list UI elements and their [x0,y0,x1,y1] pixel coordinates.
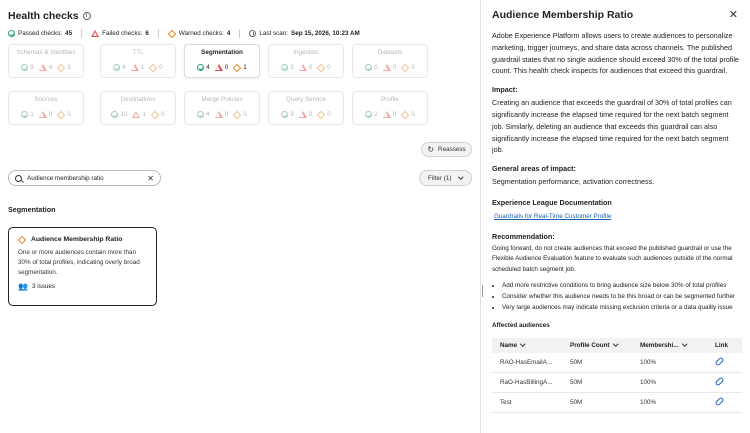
check-circle-icon [21,111,28,118]
tile-label: Ingestion [293,49,319,56]
warning-diamond-icon [401,110,409,118]
issue-count: 3 issues [31,283,56,290]
areas-text: Segmentation performance, activation correctness. [492,177,655,187]
alert-triangle-icon [215,111,223,118]
check-circle-icon [197,64,204,71]
check-circle-icon [197,111,204,118]
column-header-profile-count[interactable]: Profile Count [562,338,632,353]
category-tile[interactable]: Query Service 3 0 0 [268,91,344,125]
card-description: One or more audiences contain more than 30% of total profiles, indicating overly broad segmentation. [18,249,140,276]
column-header-membership[interactable]: Membershi... [632,338,707,353]
check-circle-icon [111,111,118,118]
people-icon: 👥 [18,282,28,291]
refresh-icon: ↻ [427,145,435,154]
category-tile[interactable]: Profile 2 0 0 [352,91,428,125]
affected-heading: Affected audiences [492,322,550,330]
info-icon[interactable]: i [83,12,91,20]
tile-label: Schemas & Identities [16,49,76,56]
warning-diamond-icon [317,110,325,118]
category-tile[interactable]: TTL 4 1 0 [100,44,176,78]
tile-label: TTL [132,49,144,56]
tile-label: Destinations [120,96,156,103]
impact-text: Creating an audience that exceeds the guardrail of 30% of total profiles can significantly increase the elapsed time required for the next batch segment job. Similarly, deleting an audience that exceeds this guardrail can also significantly increase the elapsed time required for the next batch segment job. [492,98,732,155]
alert-triangle-icon [39,64,47,71]
warning-diamond-icon [401,63,409,71]
check-circle-icon [21,64,28,71]
check-circle-icon [365,64,372,71]
alert-triangle-icon [299,64,307,71]
close-icon[interactable]: ✕ [728,9,738,21]
audience-name: Test [492,393,562,413]
alert-triangle-icon [39,111,47,118]
link-cell [707,373,742,393]
link-cell [707,393,742,413]
warning-diamond-icon [18,235,26,243]
category-tile[interactable]: Datasets 5 0 0 [352,44,428,78]
table-row [492,393,742,413]
check-circle-icon [281,64,288,71]
recommendation-text: Going forward, do not create audiences that exceed the published guardrail or use the Flexible Audience Evaluation feature to evaluate such audiences outside of the normal scheduled batch segment job. [492,244,733,273]
warning-diamond-icon [168,29,176,37]
link-icon[interactable] [715,357,725,367]
clock-icon [249,30,256,37]
warning-diamond-icon [151,110,159,118]
chevron-down-icon [613,341,618,346]
search-icon [15,175,22,182]
section-title: Segmentation [8,205,56,214]
check-circle-icon [281,111,288,118]
alert-triangle-icon [215,64,223,71]
recommendation-heading: Recommendation: [492,231,555,241]
category-tile[interactable]: Destinations 10 1 0 [100,91,176,125]
tile-label: Merge Policies [201,96,243,103]
check-circle-icon [8,30,15,37]
alert-triangle-icon [132,111,140,118]
page-title: Health checks i [8,10,91,22]
warning-diamond-icon [317,63,325,71]
column-header-link: Link [707,338,742,353]
alert-triangle-icon [383,64,391,71]
profile-count: 50M [562,393,632,413]
category-tile[interactable]: Sources 1 0 0 [8,91,84,125]
audience-name: RAO-HasEmailA... [492,353,562,373]
clear-icon[interactable]: ✕ [147,173,154,183]
detail-title: Audience Membership Ratio [492,9,634,21]
warning-diamond-icon [233,110,241,118]
table-row [492,353,742,373]
areas-heading: General areas of impact: [492,164,576,174]
tile-label: Profile [381,96,399,103]
check-circle-icon [365,111,372,118]
summary-bar: Passed checks: 45 Failed checks: 6 Warned checks: 4 Last scan: Sep 15, 2026, 10:23 AM [8,29,360,38]
tile-label: Query Service [286,96,326,103]
alert-triangle-icon [383,111,391,118]
profile-count: 50M [562,353,632,373]
category-tile[interactable]: Schemas & Identities 9 4 3 [8,44,84,78]
impact-heading: Impact: [492,85,518,95]
membership-ratio: 100% [632,393,707,413]
warning-diamond-icon [57,110,65,118]
column-header-name[interactable]: Name [492,338,562,353]
check-circle-icon [113,64,120,71]
tile-label: Sources [34,96,58,103]
alert-triangle-icon [91,30,99,37]
recommendation-list [502,280,742,313]
warning-diamond-icon [233,63,241,71]
tile-label: Segmentation [201,49,243,56]
detail-intro: Adobe Experience Platform allows users to create audiences to personalize marketing, trigger journeys, and share data across channels. The published guardrail states that no single audience should exceed 30% of the total profile count. This health check inspects for audiences that exceed this guardrail. [492,31,739,76]
detail-panel [480,0,750,433]
warning-diamond-icon [57,63,65,71]
category-tile[interactable]: Ingestion 3 0 0 [268,44,344,78]
filter-button[interactable]: Filter (1) [419,170,472,186]
chevron-down-icon [520,341,525,346]
chevron-down-icon [682,341,687,346]
list-item: • Consider whether this audience needs to be this broad or can be segmented further [502,291,742,302]
search-input[interactable]: Audience membership ratio ✕ [8,170,161,186]
alert-triangle-icon [131,64,139,71]
profile-count: 50M [562,373,632,393]
warning-diamond-icon [149,63,157,71]
link-icon[interactable] [715,397,725,407]
link-cell [707,353,742,373]
membership-ratio: 100% [632,353,707,373]
category-tile[interactable]: Segmentation 4 0 1 [184,44,260,78]
reassess-button[interactable]: ↻ Reassess [421,142,472,157]
alert-triangle-icon [299,111,307,118]
table-row [492,373,742,393]
category-tile[interactable]: Merge Policies 4 0 0 [184,91,260,125]
membership-ratio: 100% [632,373,707,393]
health-check-card[interactable]: Audience Membership Ratio One or more audiences contain more than 30% of total profiles, indicating overly broad segmentation. 👥 3 issues [8,227,157,306]
list-item: • Very large audiences may indicate missing exclusion criteria or a data quality issue [502,302,742,313]
docs-link[interactable]: Guardrails for Real-Time Customer Profile [494,212,612,220]
audience-name: RaO-HasBillingA... [492,373,562,393]
link-icon[interactable] [715,377,725,387]
chevron-down-icon [459,174,464,179]
list-item: • Add more restrictive conditions to bring audience size below 30% of total profiles [502,280,742,291]
affected-audiences-table [492,338,742,414]
docs-heading: Experience League Documentation [492,197,612,207]
tile-label: Datasets [377,49,403,56]
